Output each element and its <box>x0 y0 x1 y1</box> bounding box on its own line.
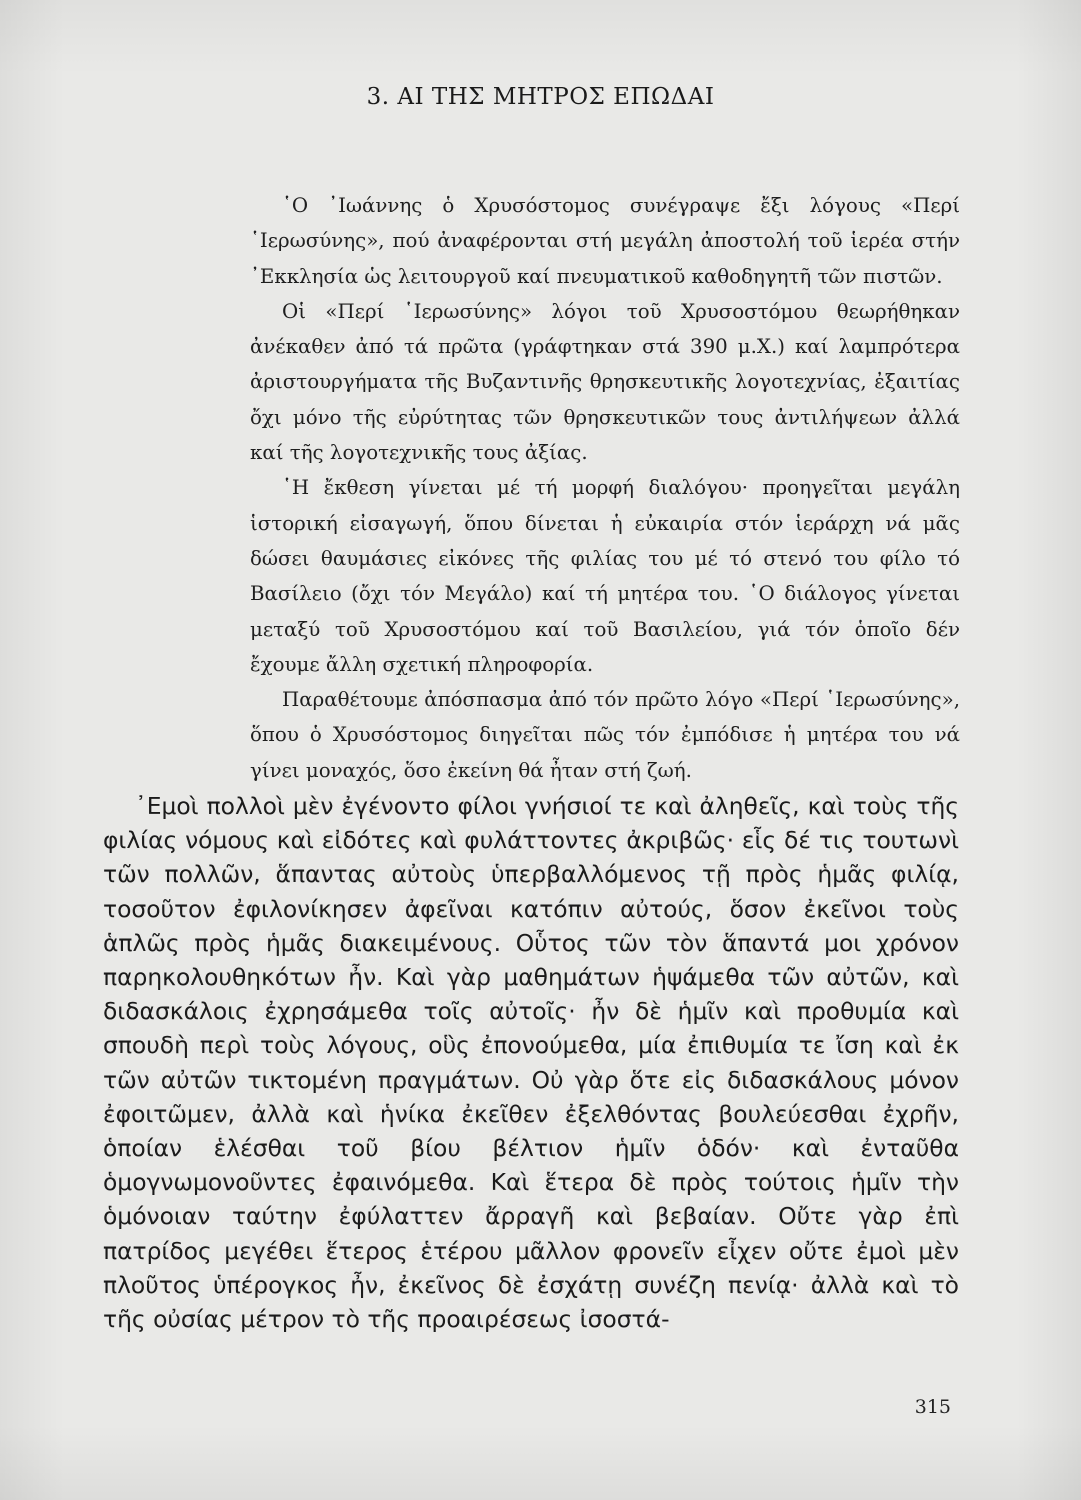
intro-paragraph: ῾Η ἔκθεση γίνεται μέ τή μορφή διαλόγου· προηγεῖται μεγάλη ἱστορική εἰσαγωγή, ὅπου δίνεται ἡ εὐκαιρία στόν ἱεράρχη νά μᾶς δώσει θαυμάσιες εἰκόνες τῆς φιλίας του μέ τό στενό του φίλο τό Βασίλειο (ὄχι τόν Μεγάλο) καί τή μητέρα του. ῾Ο διάλογος γίνεται μεταξύ τοῦ Χρυσοστόμου καί τοῦ Βασιλείου, γιά τόν ὁποῖο δέν ἔχουμε ἄλλη σχετική πληροφορία. <box>250 476 960 676</box>
quoted-excerpt <box>103 789 959 1336</box>
chapter-heading: 3. ΑΙ ΤΗΣ ΜΗΤΡΟΣ ΕΠΩΔΑΙ <box>366 84 715 110</box>
intro-paragraph: ῾Ο ᾿Ιωάννης ὁ Χρυσόστομος συνέγραψε ἔξι λόγους «Περί ῾Ιερωσύνης», πού ἀναφέρονται στή μεγάλη ἀποστολή τοῦ ἱερέα στήν ᾿Εκκλησία ὡς λειτουργοῦ καί πνευματικοῦ καθοδηγητῆ τῶν πιστῶν. <box>250 194 960 288</box>
intro-paragraph: Οἱ «Περί ῾Ιερωσύνης» λόγοι τοῦ Χρυσοστόμου θεωρήθηκαν ἀνέκαθεν ἀπό τά πρῶτα (γράφτηκαν στά 390 μ.Χ.) καί λαμπρότερα ἀριστουργήματα τῆς Βυζαντινῆς θρησκευτικῆς λογοτεχνίας, ἐξαιτίας ὄχι μόνο τῆς εὐρύτητας τῶν θρησκευτικῶν τους ἀντιλήψεων ἀλλά καί τῆς λογοτεχνικῆς τους ἀξίας. <box>250 299 960 465</box>
page-number: 315 <box>914 1396 951 1418</box>
intro-paragraph: Παραθέτουμε ἀπόσπασμα ἀπό τόν πρῶτο λόγο «Περί ῾Ιερωσύνης», ὅπου ὁ Χρυσόστομος διηγεῖται πῶς τόν ἐμπόδισε ἡ μητέρα του νά γίνει μοναχός, ὅσο ἐκείνη θά ἦταν στή ζωή. <box>250 688 960 782</box>
quote-paragraph: ᾿Εμοὶ πολλοὶ μὲν ἐγένοντο φίλοι γνήσιοί τε καὶ ἀληθεῖς, καὶ τοὺς τῆς φιλίας νόμους καὶ εἰδότες καὶ φυλάττοντες ἀκριβῶς· εἷς δέ τις τουτωνὶ τῶν πολλῶν, ἅπαντας αὐτοὺς ὑπερβαλλόμενος τῇ πρὸς ἡμᾶς φιλίᾳ, τοσοῦτον ἐφιλονίκησεν ἀφεῖναι κατόπιν αὐτούς, ὅσον ἐκεῖνοι τοὺς ἁπλῶς πρὸς ἡμᾶς διακειμένους. Οὗτος τῶν τὸν ἅπαντά μοι χρόνον παρηκολουθηκότων ἦν. Καὶ γὰρ μαθημάτων ἡψάμεθα τῶν αὐτῶν, καὶ διδασκάλοις ἐχρησάμεθα τοῖς αὐτοῖς· ἦν δὲ ἡμῖν καὶ προθυμία καὶ σπουδὴ περὶ τοὺς λόγους, οὓς ἐπονούμεθα, μία ἐπιθυμία τε ἴση καὶ ἐκ τῶν αὐτῶν τικτομένη πραγμάτων. Οὐ γὰρ ὅτε εἰς διδασκάλους μόνον ἐφοιτῶμεν, ἀλλὰ καὶ ἡνίκα ἐκεῖθεν ἐξελθόντας βουλεύεσθαι ἐχρῆν, ὁποίαν ἑλέσθαι τοῦ βίου βέλτιον ἡμῖν ὁδόν· καὶ ἐνταῦθα ὁμογνωμονοῦντες ἐφαινόμεθα. Καὶ ἕτερα δὲ πρὸς τούτοις ἡμῖν τὴν ὁμόνοιαν ταύτην ἐφύλαττεν ἄρραγῆ καὶ βεβαίαν. Οὔτε γὰρ ἐπὶ πατρίδος μεγέθει ἕτερος ἑτέρου μᾶλλον φρονεῖν εἶχεν οὔτε ἐμοὶ μὲν πλοῦτος ὑπέρογκος ἦν, ἐκεῖνος δὲ ἐσχάτῃ συνέζη πενίᾳ· ἀλλὰ καὶ τὸ τῆς οὐσίας μέτρον τὸ τῆς προαιρέσεως ἰσοστά- <box>103 792 959 1334</box>
introduction-text <box>250 188 960 788</box>
